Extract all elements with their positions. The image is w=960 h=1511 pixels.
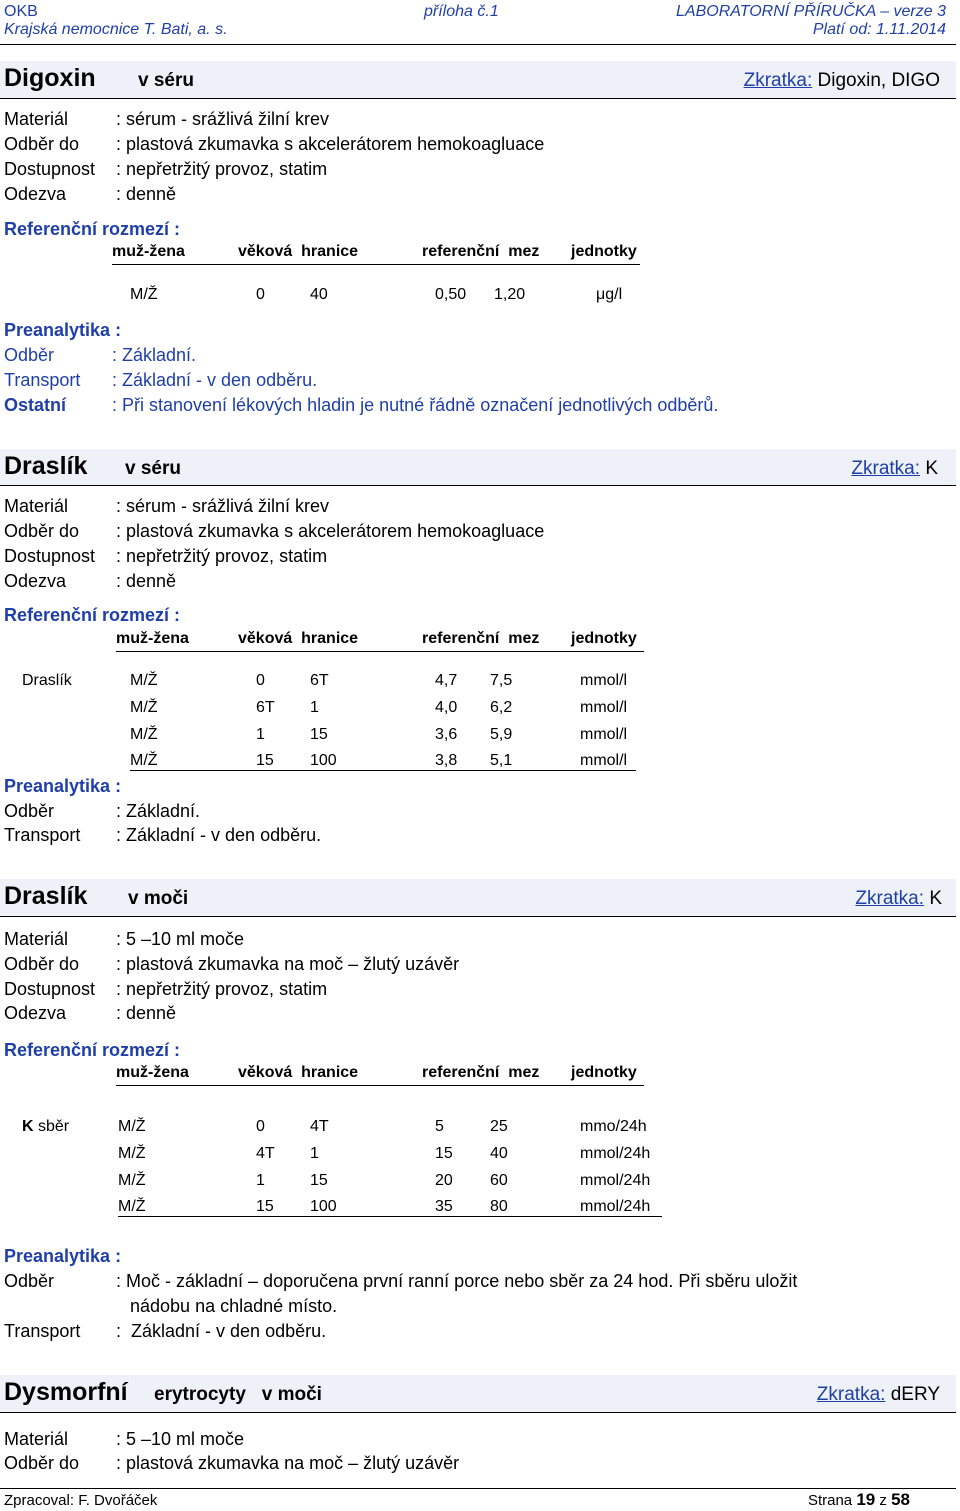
col-header-unit: jednotky: [571, 243, 637, 260]
row-age-to: 100: [310, 1198, 337, 1215]
row-name: [22, 1117, 69, 1137]
pre-value: : Při stanovení lékových hladin je nutné řádně označení jednotlivých odběrů.: [112, 395, 719, 415]
footer-page-number: [808, 1490, 910, 1511]
header-dept: OKB: [4, 3, 38, 20]
section-title: Dysmorfní: [4, 1378, 128, 1406]
row-ref-high: 80: [490, 1198, 508, 1215]
row-sex: M/Ž: [118, 1172, 146, 1189]
row-age-to: 15: [310, 1172, 328, 1189]
row-name-code: K: [22, 1118, 34, 1135]
field-label: Odezva: [4, 184, 67, 204]
row-sex: M/Ž: [130, 699, 158, 716]
field-label: Odběr do: [4, 134, 80, 154]
field-value: : nepřetržitý provoz, statim: [116, 979, 328, 999]
col-header-ref: referenční mez: [422, 630, 540, 647]
row-age-to: 1: [310, 1145, 319, 1162]
row-ref-high: 25: [490, 1118, 508, 1135]
row-name-rest: sběr: [33, 1118, 70, 1135]
row-ref-low: 5: [435, 1118, 444, 1135]
row-age-from: 0: [256, 1118, 265, 1135]
page-separator: z: [879, 1492, 887, 1509]
row-ref-low: 3,8: [435, 752, 458, 769]
row-ref-high: 40: [490, 1145, 508, 1162]
row-ref-low: 0,50: [435, 286, 467, 303]
row-ref-low: 35: [435, 1198, 453, 1215]
abbreviation-label[interactable]: Zkratka:: [743, 70, 813, 91]
header-attachment: příloha č.1: [424, 3, 499, 20]
col-header-ref: referenční mez: [422, 243, 540, 260]
abbreviation-value: Digoxin, DIGO: [817, 70, 940, 91]
row-sex: M/Ž: [118, 1118, 146, 1135]
page-prefix: Strana: [807, 1492, 853, 1509]
section-title: Draslík: [4, 452, 88, 480]
row-unit: mmol/l: [580, 699, 628, 716]
pre-label: Odběr: [4, 345, 55, 365]
field-label: Dostupnost: [4, 546, 96, 566]
col-header-age: věková hranice: [238, 1064, 359, 1081]
field-value: : plastová zkumavka na moč – žlutý uzávěr: [116, 1453, 460, 1473]
row-unit: mmol/l: [580, 672, 628, 689]
row-age-from: 6T: [256, 699, 275, 716]
table-bottom-rule: [130, 770, 636, 771]
abbreviation-value: K: [929, 888, 942, 909]
section-title-underline: [0, 98, 956, 99]
section-title: Draslík: [4, 882, 88, 910]
pre-label: Transport: [4, 1321, 81, 1341]
abbreviation-label[interactable]: Zkratka:: [855, 888, 925, 909]
pre-value: : Moč - základní – doporučena první ranní porce nebo sběr za 24 hod. Při sběru uložit: [116, 1271, 798, 1291]
row-unit: mmol/24h: [580, 1145, 651, 1162]
row-ref-high: 7,5: [490, 672, 513, 689]
row-ref-high: 5,9: [490, 726, 513, 743]
pre-value-continued: nádobu na chladné místo.: [130, 1296, 338, 1316]
section-title-underline: [0, 1412, 956, 1413]
row-sex: M/Ž: [130, 752, 158, 769]
abbreviation: [851, 458, 938, 480]
table-bottom-rule: [118, 1216, 662, 1217]
col-header-sex: muž-žena: [116, 1064, 189, 1081]
row-age-from: 15: [256, 752, 274, 769]
section-subtitle: v séru: [138, 70, 194, 91]
field-label: Odběr do: [4, 1453, 80, 1473]
field-label: Dostupnost: [4, 979, 96, 999]
field-value: : 5 –10 ml moče: [116, 929, 245, 949]
reference-heading: Referenční rozmezí :: [4, 219, 181, 239]
section-subtitle: erytrocyty v moči: [154, 1384, 322, 1405]
pre-label: Ostatní: [4, 395, 67, 415]
field-value: : sérum - srážlivá žilní krev: [116, 109, 330, 129]
field-value: : sérum - srážlivá žilní krev: [116, 496, 330, 516]
row-age-to: 100: [310, 752, 337, 769]
reference-heading: Referenční rozmezí :: [4, 1040, 181, 1060]
row-age-from: 0: [256, 672, 265, 689]
row-unit: mmol/24h: [580, 1172, 651, 1189]
row-age-to: 6T: [310, 672, 329, 689]
abbreviation-value: dERY: [890, 1384, 940, 1405]
field-value: : 5 –10 ml moče: [116, 1429, 245, 1449]
row-ref-low: 20: [435, 1172, 453, 1189]
row-ref-low: 3,6: [435, 726, 458, 743]
pre-value: : Základní.: [112, 345, 197, 365]
row-age-from: 1: [256, 1172, 265, 1189]
field-label: Materiál: [4, 496, 69, 516]
field-value: : denně: [116, 184, 177, 204]
abbreviation-value: K: [925, 458, 938, 479]
header-divider: [0, 44, 956, 45]
row-sex: M/Ž: [118, 1145, 146, 1162]
row-age-from: 0: [256, 286, 265, 303]
row-sex: M/Ž: [130, 286, 158, 303]
reference-heading: Referenční rozmezí :: [4, 605, 181, 625]
row-unit: μg/l: [596, 286, 623, 303]
page-current: 19: [856, 1490, 876, 1509]
col-header-underline: [116, 651, 644, 652]
field-label: Odezva: [4, 1003, 67, 1023]
field-value: : nepřetržitý provoz, statim: [116, 159, 328, 179]
page-total: 58: [891, 1490, 910, 1509]
field-value: : plastová zkumavka s akcelerátorem hemokoagluace: [116, 134, 545, 154]
field-label: Odběr do: [4, 954, 80, 974]
section-title-bar: [0, 1375, 956, 1412]
col-header-sex: muž-žena: [116, 630, 189, 647]
pre-label: Odběr: [4, 1271, 55, 1291]
header-valid-from: Platí od: 1.11.2014: [812, 21, 946, 38]
row-ref-high: 6,2: [490, 699, 513, 716]
col-header-underline: [112, 264, 640, 265]
col-header-age: věková hranice: [238, 243, 359, 260]
abbreviation: [744, 70, 940, 92]
abbreviation-label[interactable]: Zkratka:: [851, 458, 921, 479]
section-subtitle: v séru: [125, 458, 181, 479]
section-title: Digoxin: [4, 64, 96, 92]
field-label: Materiál: [4, 929, 69, 949]
field-value: : plastová zkumavka s akcelerátorem hemokoagluace: [116, 521, 545, 541]
col-header-age: věková hranice: [238, 630, 359, 647]
pre-label: Transport: [4, 370, 81, 390]
row-ref-low: 4,7: [435, 672, 458, 689]
preanalytics-heading: Preanalytika :: [4, 1246, 122, 1266]
row-name: Draslík: [22, 672, 72, 689]
pre-label: Odběr: [4, 801, 55, 821]
row-ref-high: 5,1: [490, 752, 513, 769]
abbreviation: [855, 888, 942, 910]
pre-value: : Základní - v den odběru.: [116, 1321, 327, 1341]
field-label: Odezva: [4, 571, 67, 591]
row-unit: mmo/24h: [580, 1118, 647, 1135]
field-value: : plastová zkumavka na moč – žlutý uzávěr: [116, 954, 460, 974]
field-label: Materiál: [4, 109, 69, 129]
row-sex: M/Ž: [118, 1198, 146, 1215]
header-hospital: Krajská nemocnice T. Bati, a. s.: [4, 21, 228, 38]
pre-label: Transport: [4, 825, 81, 845]
section-title-underline: [0, 485, 956, 486]
field-label: Materiál: [4, 1429, 69, 1449]
pre-value: : Základní.: [116, 801, 201, 821]
col-header-sex: muž-žena: [112, 243, 185, 260]
footer-author: Zpracoval: F. Dvořáček: [4, 1492, 158, 1509]
col-header-unit: jednotky: [571, 1064, 637, 1081]
field-value: : denně: [116, 571, 177, 591]
row-age-from: 15: [256, 1198, 274, 1215]
row-unit: mmol/l: [580, 752, 628, 769]
row-age-to: 4T: [310, 1118, 329, 1135]
pre-value: : Základní - v den odběru.: [116, 825, 322, 845]
row-age-from: 4T: [256, 1145, 275, 1162]
row-age-to: 15: [310, 726, 328, 743]
field-value: : nepřetržitý provoz, statim: [116, 546, 328, 566]
field-value: : denně: [116, 1003, 177, 1023]
col-header-unit: jednotky: [571, 630, 637, 647]
section-title-underline: [0, 916, 956, 917]
row-age-to: 1: [310, 699, 319, 716]
preanalytics-heading: Preanalytika :: [4, 320, 122, 340]
section-subtitle: v moči: [128, 888, 189, 909]
row-sex: M/Ž: [130, 672, 158, 689]
row-unit: mmol/24h: [580, 1198, 651, 1215]
row-ref-high: 1,20: [494, 286, 526, 303]
col-header-underline: [116, 1085, 644, 1086]
header-manual-title: LABORATORNÍ PŘÍRUČKA – verze 3: [676, 3, 946, 20]
row-ref-high: 60: [490, 1172, 508, 1189]
row-age-to: 40: [310, 286, 328, 303]
field-label: Dostupnost: [4, 159, 96, 179]
row-ref-low: 4,0: [435, 699, 458, 716]
pre-value: : Základní - v den odběru.: [112, 370, 318, 390]
row-ref-low: 15: [435, 1145, 453, 1162]
row-unit: mmol/l: [580, 726, 628, 743]
field-label: Odběr do: [4, 521, 80, 541]
col-header-ref: referenční mez: [422, 1064, 540, 1081]
abbreviation-label[interactable]: Zkratka:: [816, 1384, 886, 1405]
row-sex: M/Ž: [130, 726, 158, 743]
preanalytics-heading: Preanalytika :: [4, 776, 122, 796]
abbreviation: [817, 1384, 940, 1406]
footer-divider: [0, 1488, 956, 1489]
row-age-from: 1: [256, 726, 265, 743]
